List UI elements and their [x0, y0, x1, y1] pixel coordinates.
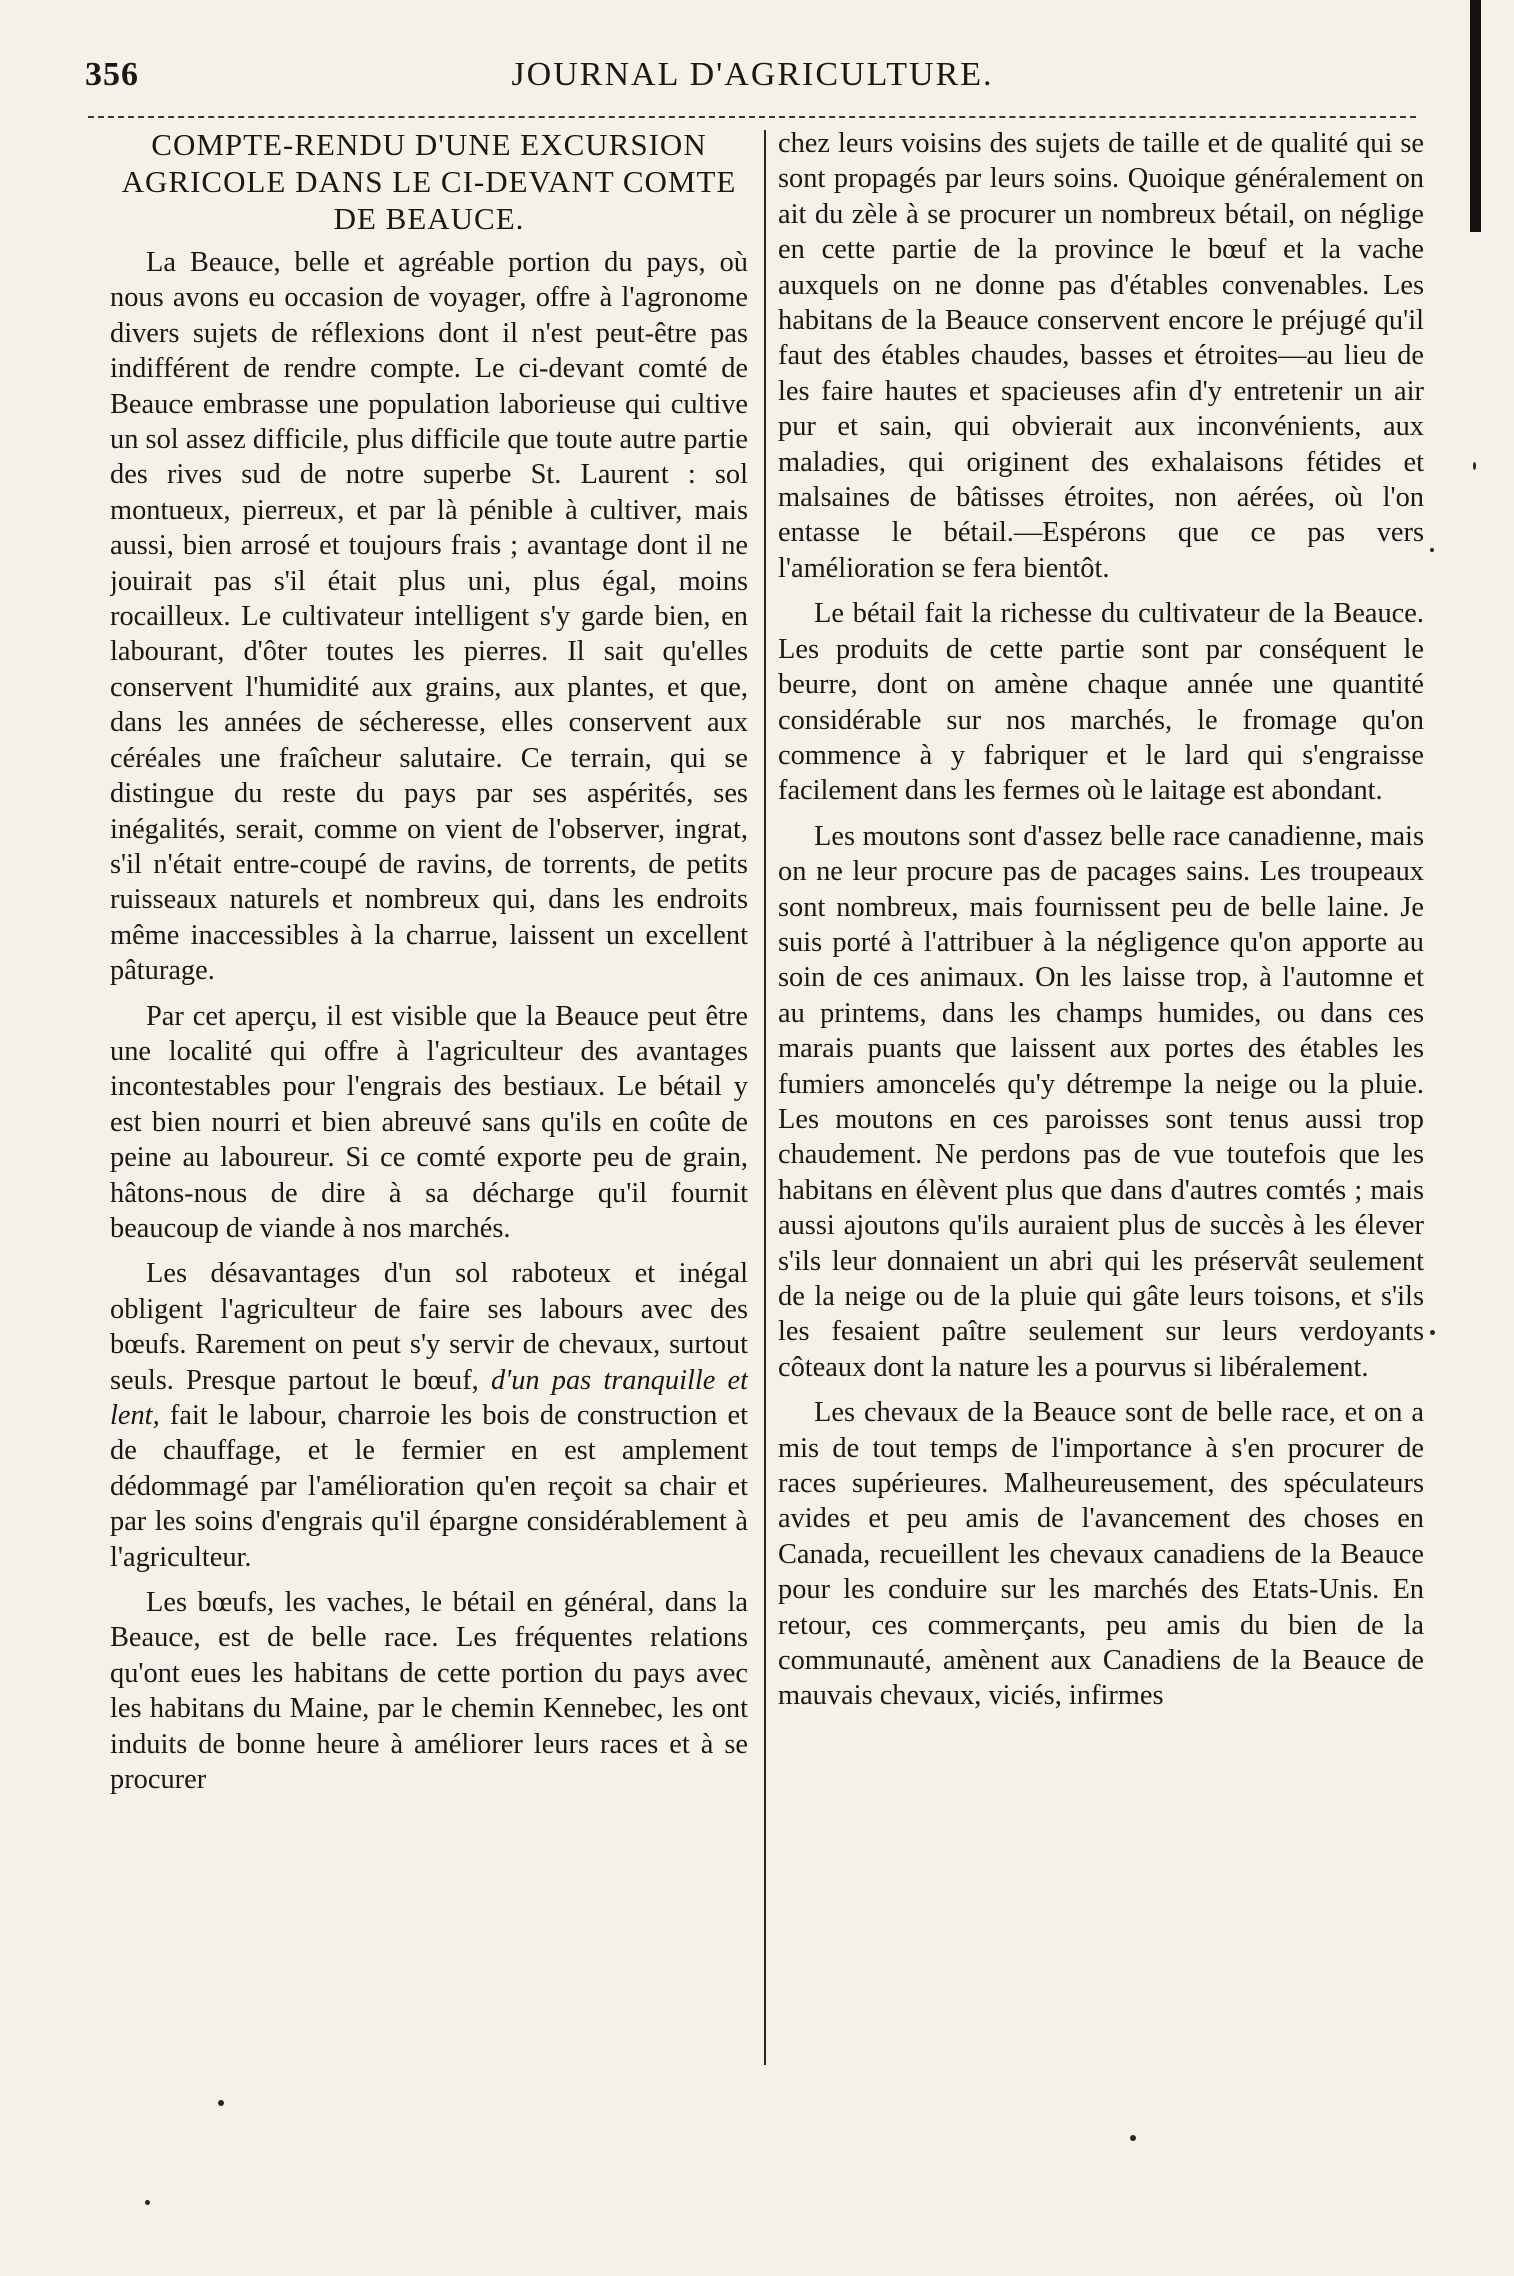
paragraph-betail-richesse: Le bétail fait la richesse du cultivateur de la Beauce. Les produits de cette partie sont par conséquent le beurre, dont on amène chaque année une quantité considérable sur nos marchés, le fromage qu'on commence à y fabriquer et le lard qui s'engraisse facilement dans les fermes où le laitage est abondant. [778, 598, 1424, 807]
paragraph-moutons: Les moutons sont d'assez belle race canadienne, mais on ne leur procure pas de pacages sains. Les troupeaux sont nombreux, mais fournissent peu de belle laine. Je suis porté à l'attribuer à la négligence qu'on apporte au soin de ces animaux. On les laisse trop, à l'automne et au printems, dans les champs humides, ou dans ces marais puants que laissent aux portes des étables les fumiers amoncelés qu'y détrempe la neige ou la pluie. Les moutons en ces paroisses sont tenus aussi trop chaudement. Ne perdons pas de vue toutefois que les habitans en élèvent plus que dans d'autres comtés ; mais aussi ajoutons qu'ils auraient plus de succès à les élever s'ils leur donnaient un abri qui les préservât seulement de la neige ou de la pluie qui gâte leurs toisons, et s'ils les fesaient paître seulement sur leurs verdoyants côteaux dont la nature les a pourvus si libéralement. [778, 820, 1424, 1383]
paragraph-boeufs-vaches: Les bœufs, les vaches, le bétail en général, dans la Beauce, est de belle race. Les fréquentes relations qu'ont eues les habitans de cette portion du pays avec les habitans du Maine, par le chemin Kennebec, les ont induits de bonne heure à améliorer leurs races et à se procurer [110, 1587, 748, 1796]
right-column [778, 126, 1424, 2076]
page-number: 356 [85, 56, 139, 93]
speck [145, 2200, 150, 2205]
paragraph-desavantages [110, 1256, 748, 1575]
header-rule [88, 116, 1416, 118]
paragraph-continuation: chez leurs voisins des sujets de taille et de qualité qui se sont propagés par leurs soins. Quoique généralement on ait du zèle à se procurer un nombreux bétail, on néglige en cette partie de la province le bœuf et la vache auxquels on ne donne pas d'étables convenables. Les habitans de la Beauce conservent encore le préjugé qu'il faut des étables chaudes, basses et étroites—au lieu de les faire hautes et spacieuses afin d'y entretenir un air pur et sain, qui obvierait aux inconvénients, aux maladies, qui originent des exhalaisons fétides et malsaines de bâtisses étroites, non aérées, où l'on entasse le bétail.—Espérons que ce pas vers l'amélioration se fera bientôt. [778, 128, 1424, 584]
paragraph-chevaux: Les chevaux de la Beauce sont de belle race, et on a mis de tout temps de l'importance à s'en procurer de races supérieures. Malheureusement, des spéculateurs avides et peu amis de l'avancement des choses en Canada, recueillent les chevaux canadiens de la Beauce pour les conduire sur les marchés des Etats-Unis. En retour, ces commerçants, peu amis du bien de la communauté, amènent aux Canadiens de la Beauce de mauvais chevaux, viciés, infirmes [778, 1397, 1424, 1712]
paragraph-text: fait le labour, charroie les bois de construction et de chauffage, et le fermier en est amplement dédommagé par l'amélioration qu'en reçoit sa chair et par les soins d'engrais qu'il épargne considérablement à l'agriculteur. [110, 1400, 748, 1573]
article-title-line: AGRICOLE DANS LE CI-DEVANT COMTE [121, 164, 737, 199]
left-column [110, 126, 748, 2076]
scan-edge-bar [1470, 0, 1481, 232]
page-header [85, 46, 1420, 110]
italic-phrase: d'un pas tranquille et lent, [110, 1364, 748, 1431]
article-title-line: COMPTE-RENDU D'UNE EXCURSION [151, 127, 707, 162]
column-divider [764, 130, 766, 2065]
article-title [110, 126, 748, 237]
paragraph-beauce-intro: La Beauce, belle et agréable portion du pays, où nous avons eu occasion de voyager, offre à l'agronome divers sujets de réflexions dont il n'est peut-être pas indifférent de rendre compte. Le ci-devant comté de Beauce embrasse une population laborieuse qui cultive un sol assez difficile, plus difficile que toute autre partie des rives sud de notre superbe St. Laurent : sol montueux, pierreux, et par là pénible à cultiver, mais aussi, bien arrosé et toujours frais ; avantage dont il ne jouirait pas s'il était plus uni, plus égal, moins rocailleux. Le cultivateur intelligent s'y garde bien, en labourant, d'ôter toutes les pierres. Il sait qu'elles conservent l'humidité aux grains, aux plantes, et que, dans les années de sécheresse, elles conservent aux céréales une fraîcheur salutaire. Ce terrain, qui se distingue du reste du pays par ses aspérités, ses inégalités, serait, comme on vient de l'observer, ingrat, s'il n'était entre-coupé de ravins, de torrents, de petits ruisseaux naturels et nombreux qui, dans les endroits même inaccessibles à la charrue, laissent un excellent pâturage. [110, 247, 748, 987]
speck [218, 2100, 224, 2106]
paragraph-text: Les désavantages d'un sol raboteux et inégal obligent l'agriculteur de faire ses labours avec des bœufs. Rarement on peut s'y servir de chevaux, surtout seuls. Presque partout le bœuf, [110, 1258, 748, 1396]
speck [1430, 548, 1434, 552]
speck [1430, 1330, 1435, 1335]
article-title-line: DE BEAUCE. [333, 201, 525, 236]
speck [1473, 462, 1476, 470]
speck [1130, 2135, 1136, 2141]
running-title: JOURNAL D'AGRICULTURE. [511, 56, 994, 93]
paragraph-apercu: Par cet aperçu, il est visible que la Beauce peut être une localité qui offre à l'agriculteur des avantages incontestables pour l'engrais des bestiaux. Le bétail y est bien nourri et bien abreuvé sans qu'ils en coûte de peine au laboureur. Si ce comté exporte peu de grain, hâtons-nous de dire à sa décharge qu'il fournit beaucoup de viande à nos marchés. [110, 1000, 748, 1244]
